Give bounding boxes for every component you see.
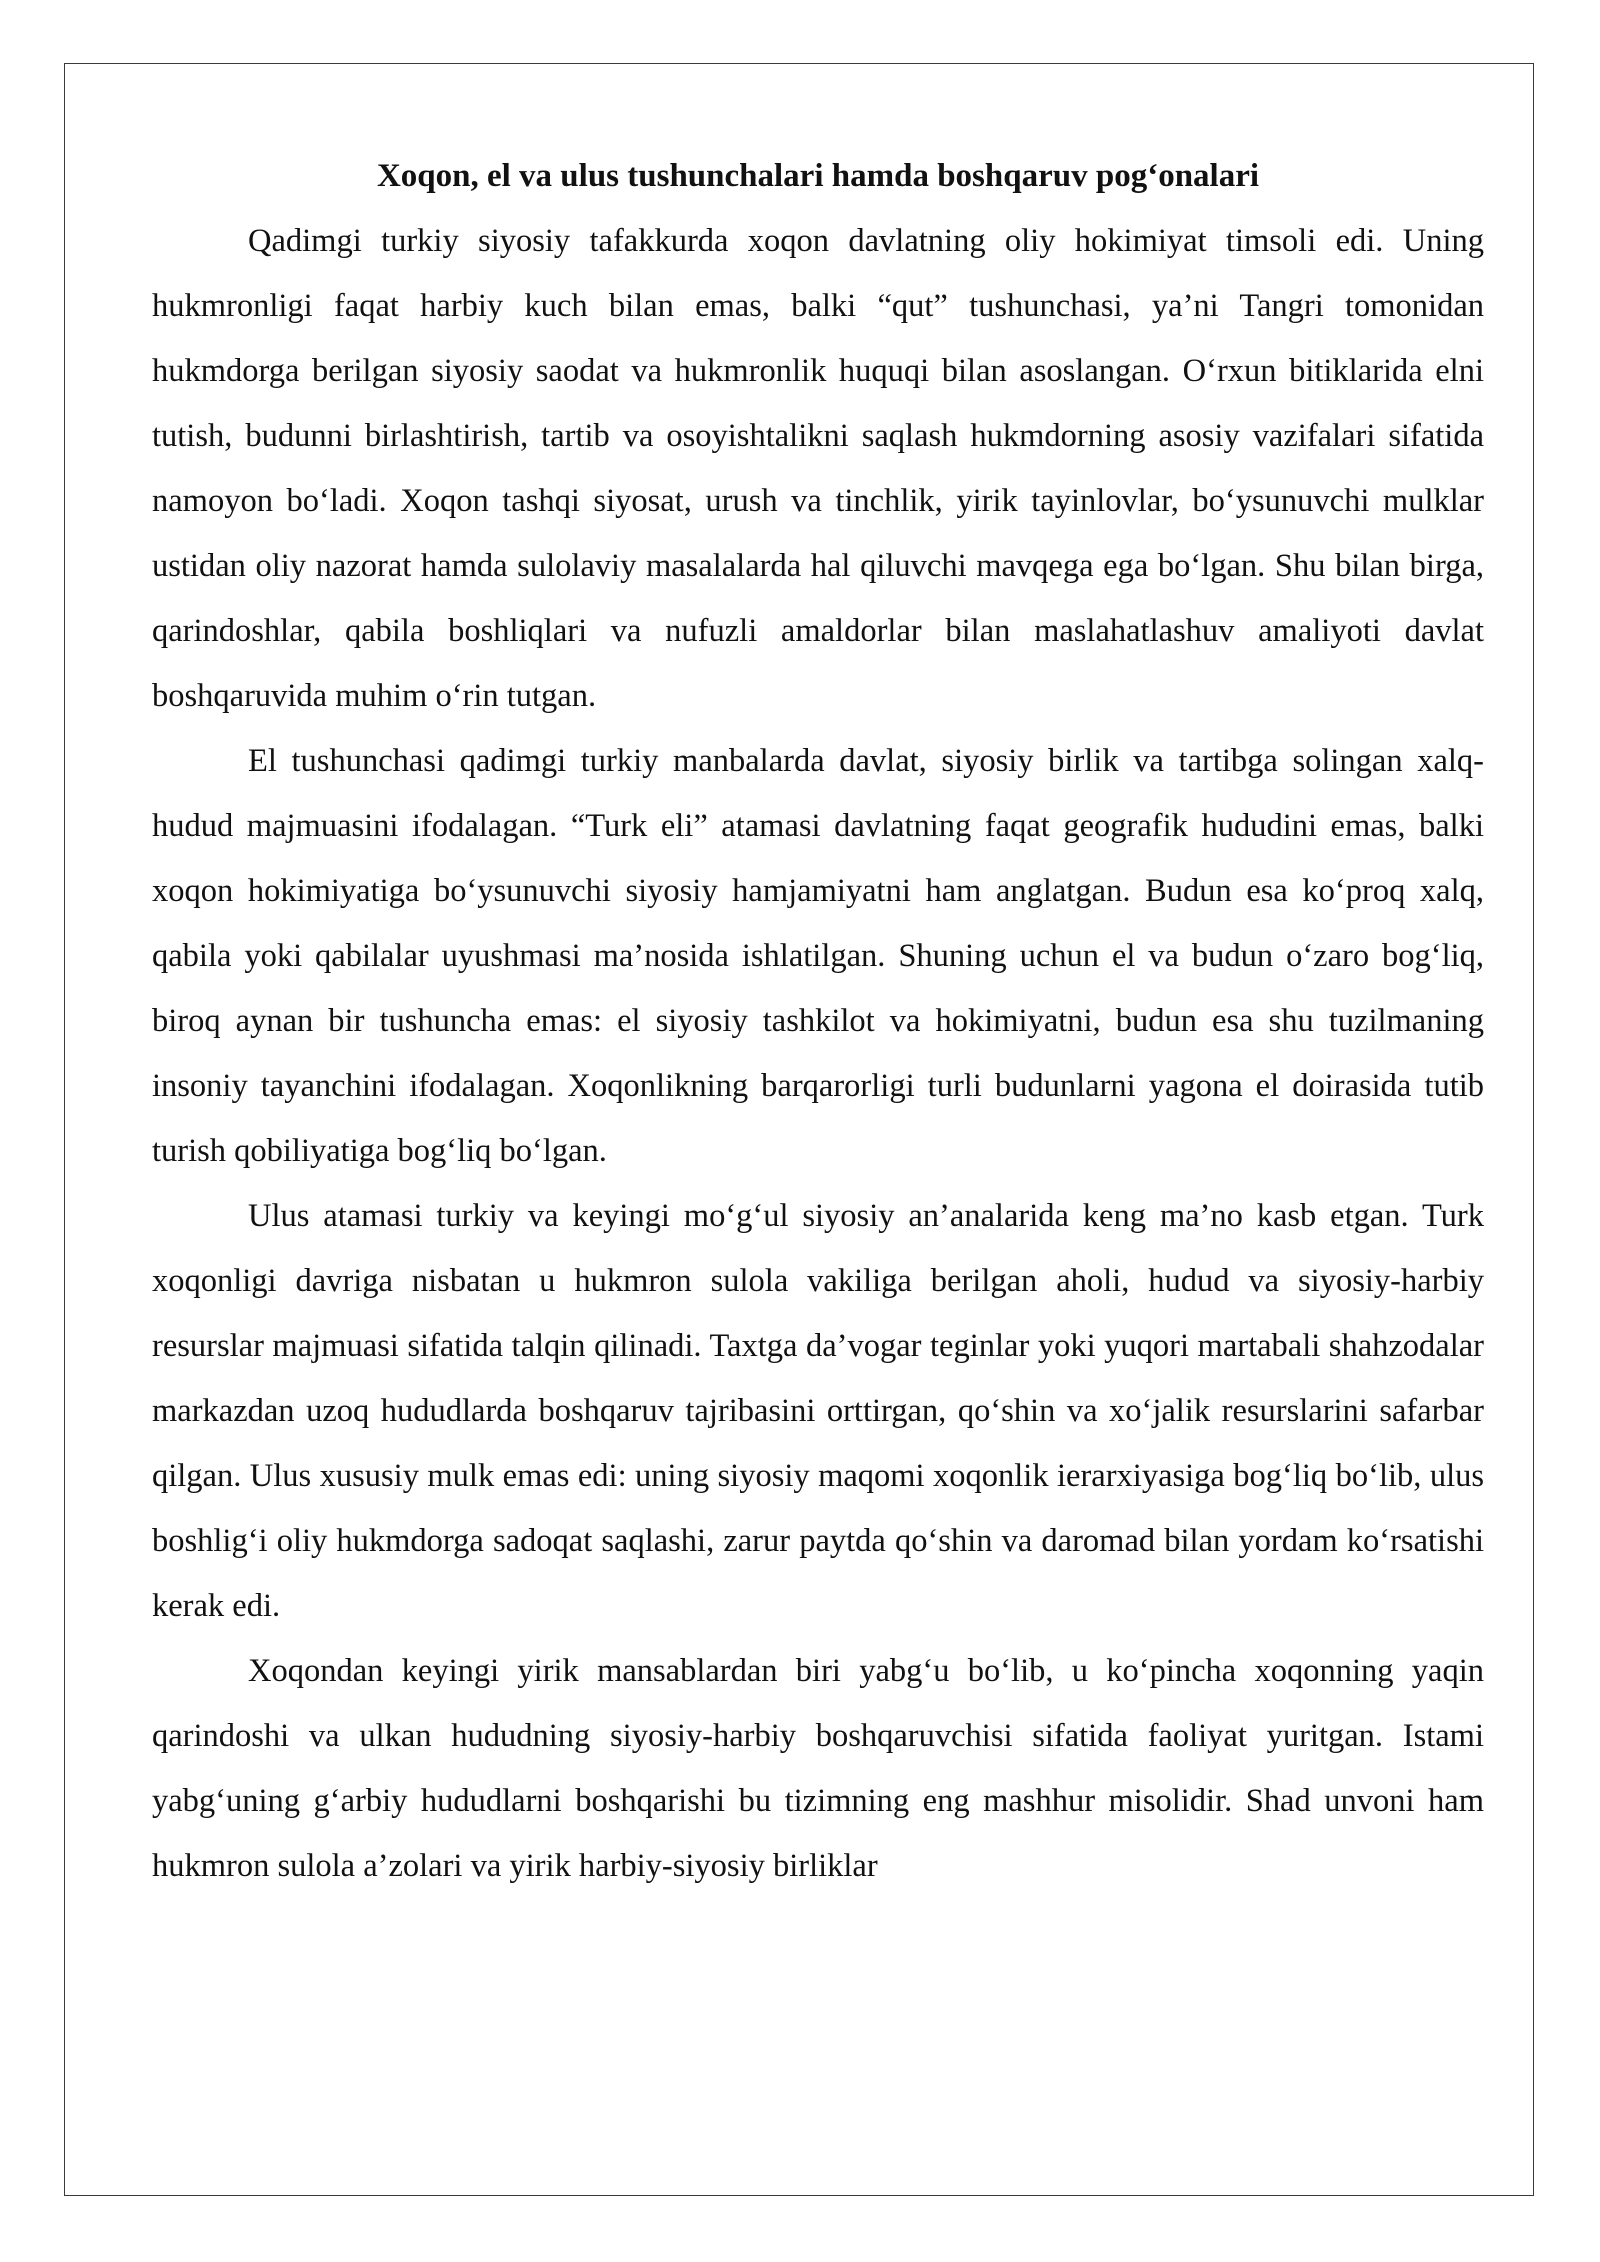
paragraph-yabgu: Xoqondan keyingi yirik mansablardan biri yabg‘u bo‘lib, u ko‘pincha xoqonning yaqin qarindoshi va ulkan hududning siyosiy-harbiy boshqaruvchisi sifatida faoliyat yuritgan. Istami yabg‘uning g‘arbiy hududlarni boshqarishi bu tizimning eng mashhur misolidir. Shad unvoni ham hukmron sulola a’zolari va yirik harbiy-siyosiy birliklar — [152, 1653, 1484, 1884]
paragraph-ulus: Ulus atamasi turkiy va keyingi mo‘g‘ul siyosiy an’analarida keng ma’no kasb etgan. Turk xoqonligi davriga nisbatan u hukmron sulola vakiliga berilgan aholi, hudud va siyosiy-harbiy resurslar majmuasi sifatida talqin qilinadi. Taxtga da’vogar teginlar yoki yuqori martabali shahzodalar markazdan uzoq hududlarda boshqaruv tajribasini orttirgan, qo‘shin va xo‘jalik resurslarini safarbar qilgan. Ulus xususiy mulk emas edi: uning siyosiy maqomi xoqonlik ierarxiyasiga bog‘liq bo‘lib, ulus boshlig‘i oliy hukmdorga sadoqat saqlashi, zarur paytda qo‘shin va daromad bilan yordam ko‘rsatishi kerak edi. — [152, 1198, 1484, 1624]
paragraph-xoqon: Qadimgi turkiy siyosiy tafakkurda xoqon davlatning oliy hokimiyat timsoli edi. Uning hukmronligi faqat harbiy kuch bilan emas, balki “qut” tushunchasi, ya’ni Tangri tomonidan hukmdorga berilgan siyosiy saodat va hukmronlik huquqi bilan asoslangan. O‘rxun bitiklarida elni tutish, budunni birlashtirish, tartib va osoyishtalikni saqlash hukmdorning asosiy vazifalari sifatida namoyon bo‘ladi. Xoqon tashqi siyosat, urush va tinchlik, yirik tayinlovlar, bo‘ysunuvchi mulklar ustidan oliy nazorat hamda sulolaviy masalalarda hal qiluvchi mavqega ega bo‘lgan. Shu bilan birga, qarindoshlar, qabila boshliqlari va nufuzli amaldorlar bilan maslahatlashuv amaliyoti davlat boshqaruvida muhim o‘rin tutgan. — [152, 223, 1484, 714]
document-body — [152, 144, 1484, 1899]
paragraph-el: El tushunchasi qadimgi turkiy manbalarda davlat, siyosiy birlik va tartibga solingan xalq-hudud majmuasini ifodalagan. “Turk eli” atamasi davlatning faqat geografik hududini emas, balki xoqon hokimiyatiga bo‘ysunuvchi siyosiy hamjamiyatni ham anglatgan. Budun esa ko‘proq xalq, qabila yoki qabilalar uyushmasi ma’nosida ishlatilgan. Shuning uchun el va budun o‘zaro bog‘liq, biroq aynan bir tushuncha emas: el siyosiy tashkilot va hokimiyatni, budun esa shu tuzilmaning insoniy tayanchini ifodalagan. Xoqonlikning barqarorligi turli budunlarni yagona el doirasida tutib turish qobiliyatiga bog‘liq bo‘lgan. — [152, 743, 1484, 1169]
document-title: Xoqon, el va ulus tushunchalari hamda boshqaruv pog‘onalari — [376, 158, 1260, 194]
